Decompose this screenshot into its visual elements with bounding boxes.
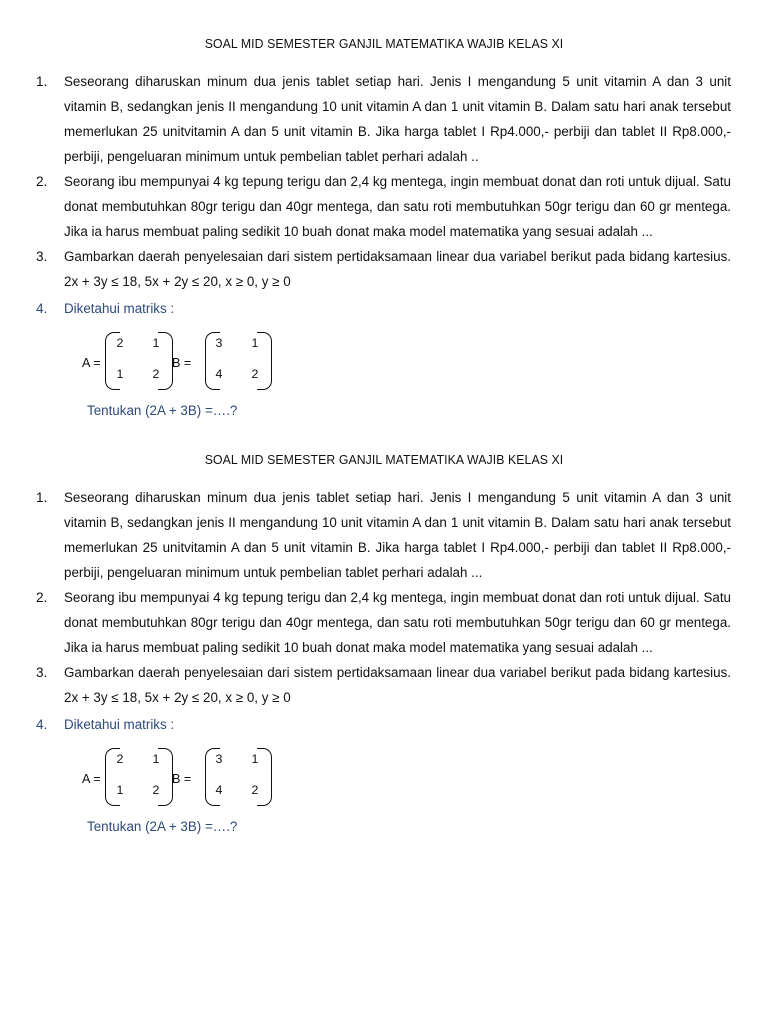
matrix-b-cell: 1	[251, 752, 259, 766]
matrix-a-cell: 1	[152, 336, 160, 350]
matrix-question: Tentukan (2A + 3B) =….?	[87, 819, 238, 834]
matrix-a-cell: 2	[152, 367, 160, 381]
matrix-b-cell: 2	[251, 783, 259, 797]
matrix-question: Tentukan (2A + 3B) =….?	[87, 403, 238, 418]
matrix-b-cell: 3	[215, 336, 223, 350]
exam-title: SOAL MID SEMESTER GANJIL MATEMATIKA WAJIB KELAS XI	[204, 36, 564, 51]
matrix-b-cell: 4	[215, 367, 223, 381]
matrix-a-label: A =	[82, 772, 101, 786]
question-text: Seseorang diharuskan minum dua jenis tablet setiap hari. Jenis I mengandung 5 unit vitamin A dan 3 unit vitamin B, sedangkan jenis II mengandung 10 unit vitamin A dan 1 unit vitamin B. Dalam satu hari anak tersebut memerlukan 25 unitvitamin A dan 5 unit vitamin B. Jika harga tablet I Rp4.000,- perbiji dan tablet II Rp8.000,- perbiji, pengeluaran minimum untuk pembelian tablet perhari adalah ...	[64, 490, 731, 580]
question-number: 1.	[36, 74, 48, 89]
question-number: 3.	[36, 249, 48, 264]
question-text: Gambarkan daerah penyelesaian dari sistem pertidaksamaan linear dua variabel berikut pada bidang kartesius. 2x + 3y ≤ 18, 5x + 2y ≤ 20, x ≥ 0, y ≥ 0	[64, 665, 731, 705]
question-text: Diketahui matriks :	[64, 717, 175, 732]
exam-block-2	[0, 452, 768, 868]
matrix-a-cell: 2	[116, 336, 124, 350]
question-number: 2.	[36, 590, 48, 605]
matrix-a-right-bracket	[158, 332, 173, 390]
matrix-a-cell: 1	[116, 783, 124, 797]
matrix-b-label: B =	[172, 356, 192, 370]
question-number: 3.	[36, 665, 48, 680]
matrix-b-right-bracket	[257, 748, 272, 806]
question-number: 4.	[36, 717, 48, 732]
matrix-a-cell: 2	[152, 783, 160, 797]
matrix-b-label: B =	[172, 772, 192, 786]
exam-block-1	[0, 36, 768, 452]
matrix-a-cell: 1	[116, 367, 124, 381]
question-text: Gambarkan daerah penyelesaian dari sistem pertidaksamaan linear dua variabel berikut pada bidang kartesius. 2x + 3y ≤ 18, 5x + 2y ≤ 20, x ≥ 0, y ≥ 0	[64, 249, 731, 289]
question-text: Seseorang diharuskan minum dua jenis tablet setiap hari. Jenis I mengandung 5 unit vitamin A dan 3 unit vitamin B, sedangkan jenis II mengandung 10 unit vitamin A dan 1 unit vitamin B. Dalam satu hari anak tersebut memerlukan 25 unitvitamin A dan 5 unit vitamin B. Jika harga tablet I Rp4.000,- perbiji dan tablet II Rp8.000,- perbiji, pengeluaran minimum untuk pembelian tablet perhari adalah ..	[64, 74, 731, 164]
question-text: Seorang ibu mempunyai 4 kg tepung terigu dan 2,4 kg mentega, ingin membuat donat dan roti untuk dijual. Satu donat membutuhkan 80gr terigu dan 40gr mentega, dan satu roti membutuhkan 50gr terigu dan 60 gr mentega. Jika ia harus membuat paling sedikit 10 buah donat maka model matematika yang sesuai adalah ...	[64, 174, 731, 239]
question-number: 1.	[36, 490, 48, 505]
matrix-b-right-bracket	[257, 332, 272, 390]
exam-title: SOAL MID SEMESTER GANJIL MATEMATIKA WAJIB KELAS XI	[204, 452, 564, 467]
question-text: Diketahui matriks :	[64, 301, 175, 316]
question-number: 2.	[36, 174, 48, 189]
question-text: Seorang ibu mempunyai 4 kg tepung terigu dan 2,4 kg mentega, ingin membuat donat dan roti untuk dijual. Satu donat membutuhkan 80gr terigu dan 40gr mentega, dan satu roti membutuhkan 50gr terigu dan 60 gr mentega. Jika ia harus membuat paling sedikit 10 buah donat maka model matematika yang sesuai adalah ...	[64, 590, 731, 655]
question-number: 4.	[36, 301, 48, 316]
matrix-a-right-bracket	[158, 748, 173, 806]
matrix-b-cell: 3	[215, 752, 223, 766]
matrix-b-cell: 4	[215, 783, 223, 797]
matrix-a-cell: 2	[116, 752, 124, 766]
matrix-a-cell: 1	[152, 752, 160, 766]
matrix-b-cell: 1	[251, 336, 259, 350]
matrix-a-label: A =	[82, 356, 101, 370]
matrix-b-cell: 2	[251, 367, 259, 381]
